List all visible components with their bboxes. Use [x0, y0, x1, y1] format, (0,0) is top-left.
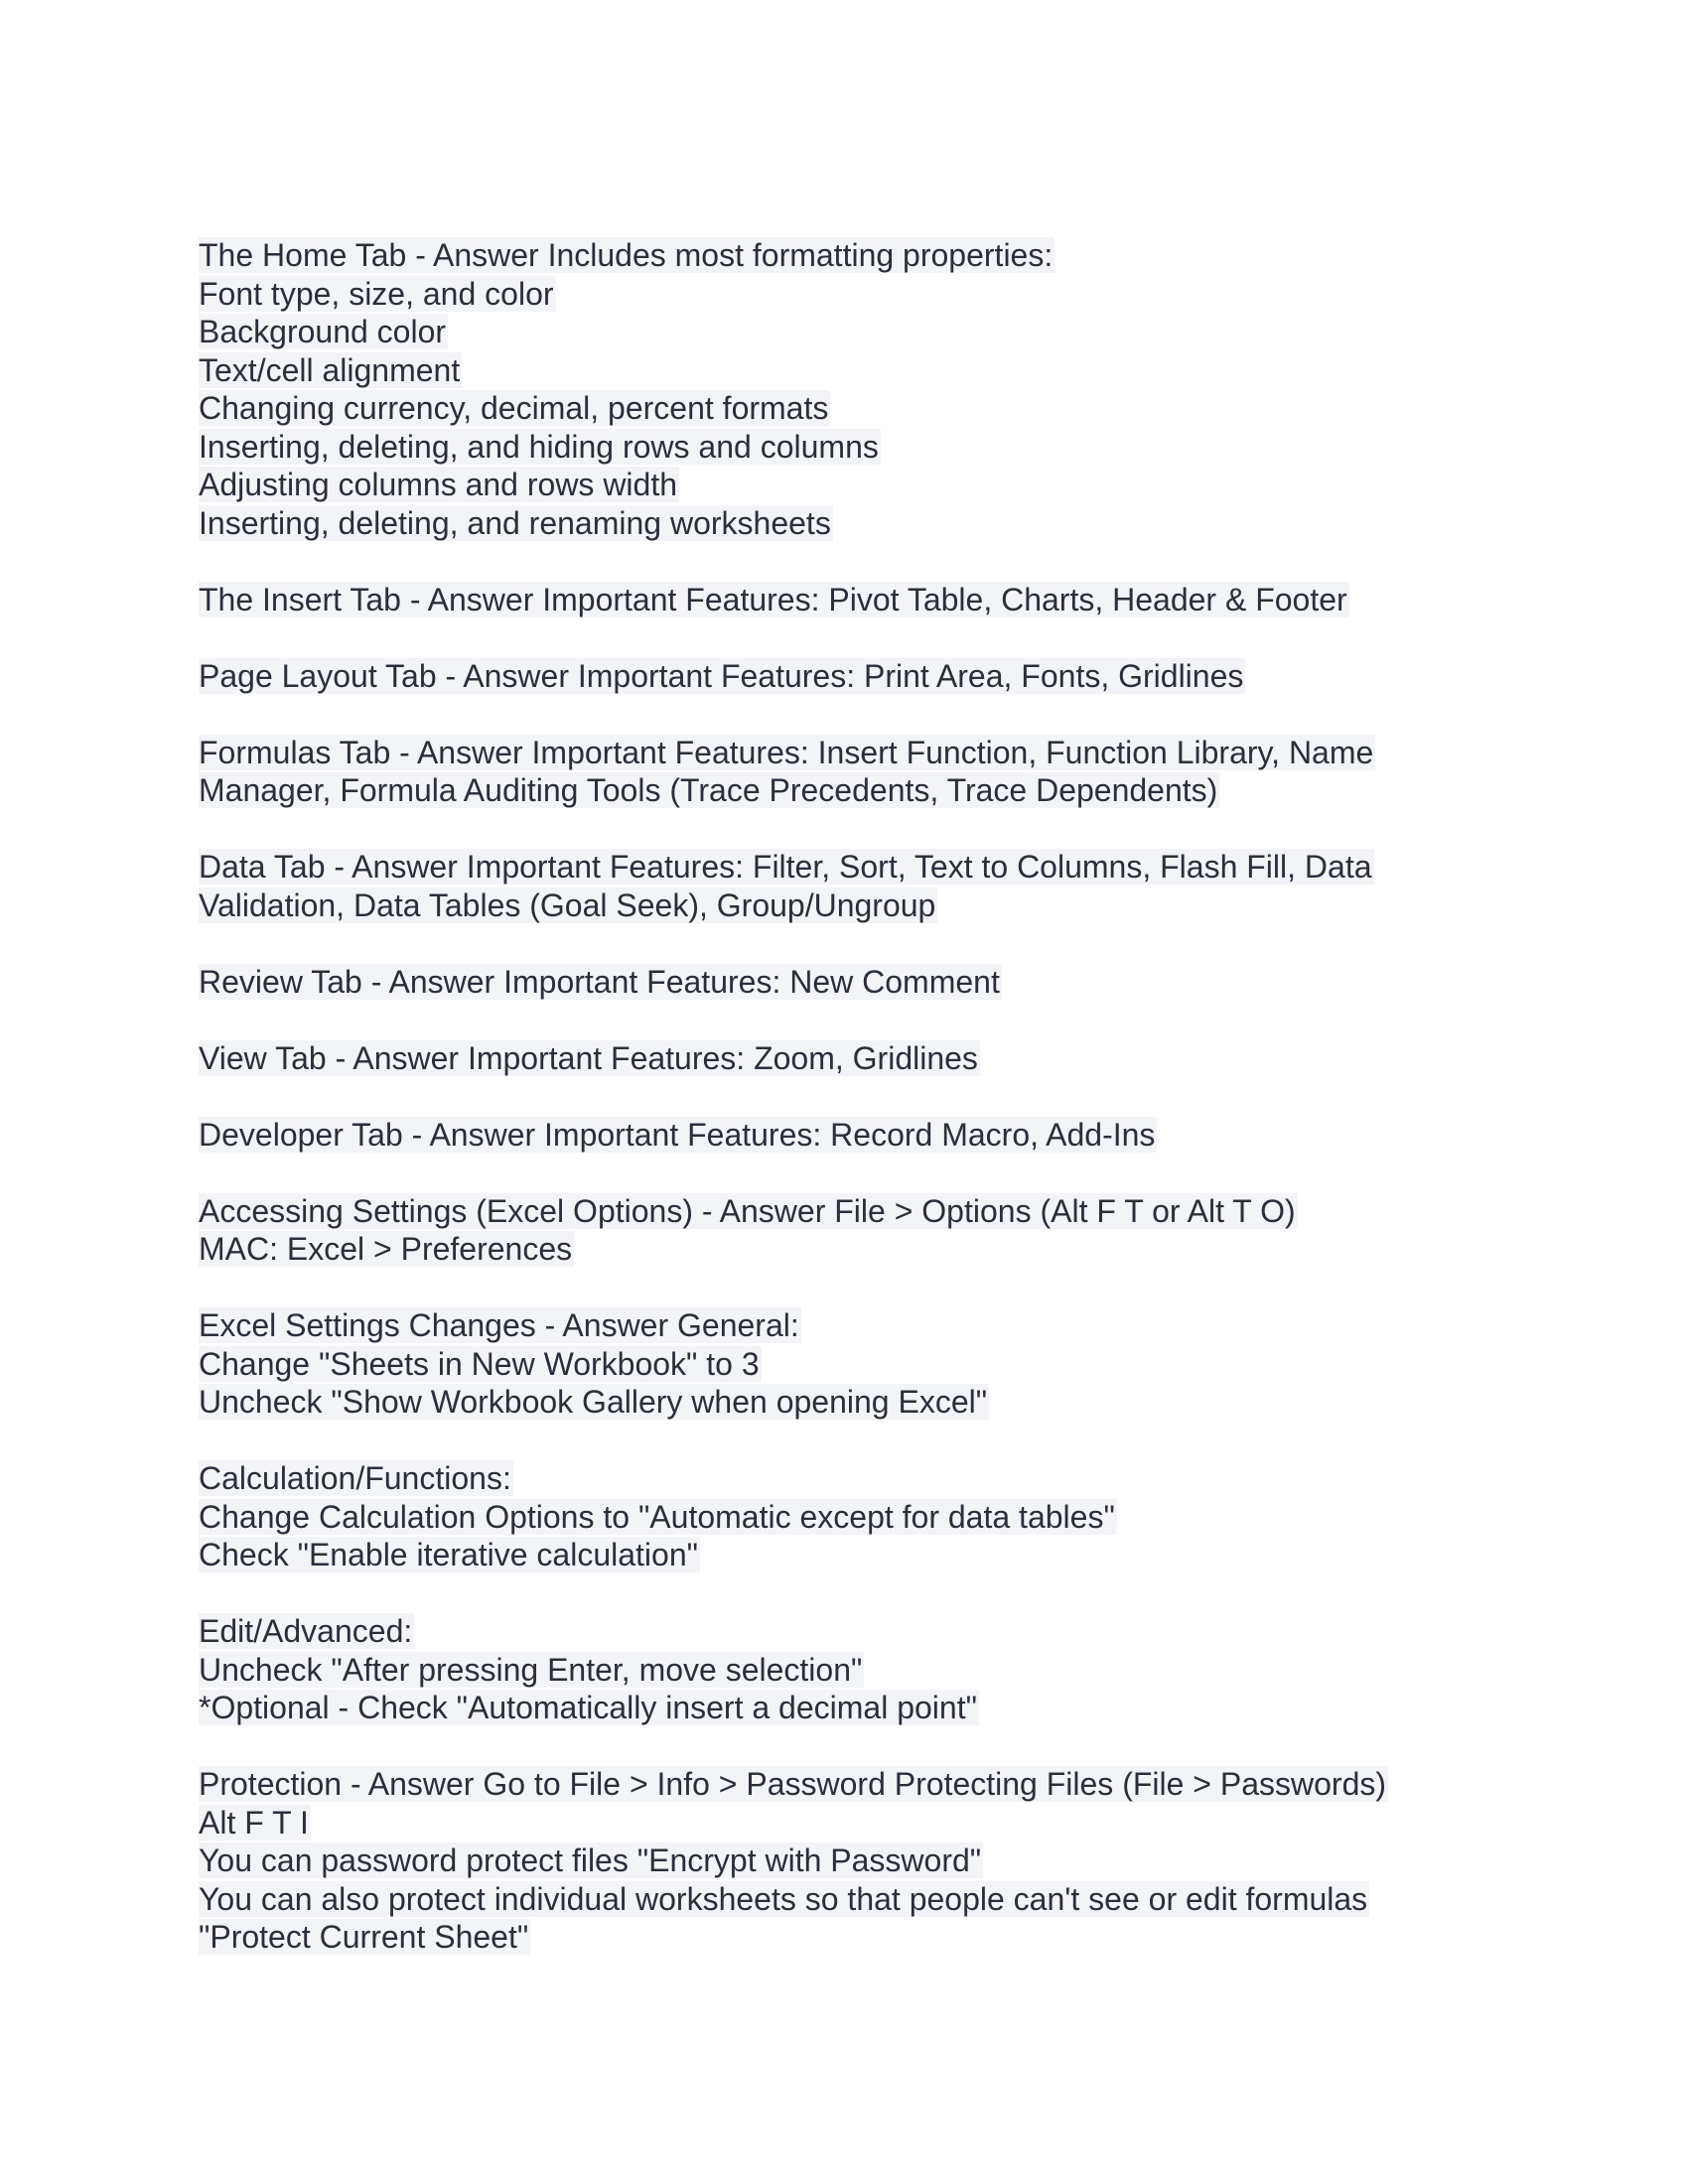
text-line: Change Calculation Options to "Automatic except for data tables"	[199, 1498, 1115, 1535]
document-page	[199, 236, 1489, 1994]
text-line: Text/cell alignment	[199, 351, 461, 388]
section-review-tab	[199, 963, 1489, 1002]
text-line: Data Tab - Answer Important Features: Filter, Sort, Text to Columns, Flash Fill, Data	[199, 849, 1372, 885]
text-line: Uncheck "Show Workbook Gallery when opening Excel"	[199, 1384, 988, 1420]
text-line: Accessing Settings (Excel Options) - Answer File > Options (Alt F T or Alt T O)	[199, 1192, 1296, 1229]
text-line: Uncheck "After pressing Enter, move selection"	[199, 1651, 863, 1688]
text-line: Font type, size, and color	[199, 275, 554, 312]
section-calculation-functions	[199, 1459, 1489, 1574]
text-line: Inserting, deleting, and hiding rows and columns	[199, 428, 879, 465]
section-home-tab	[199, 236, 1489, 542]
section-data-tab	[199, 848, 1489, 924]
text-line: Protection - Answer Go to File > Info > Password Protecting Files (File > Passwords)	[199, 1766, 1387, 1802]
text-line: Edit/Advanced:	[199, 1613, 413, 1649]
section-insert-tab	[199, 581, 1489, 619]
text-line: Inserting, deleting, and renaming worksheets	[199, 504, 831, 541]
text-line: Check "Enable iterative calculation"	[199, 1537, 698, 1572]
text-line: *Optional - Check "Automatically insert a decimal point"	[199, 1690, 977, 1725]
text-line: Page Layout Tab - Answer Important Features: Print Area, Fonts, Gridlines	[199, 657, 1244, 694]
text-line: The Insert Tab - Answer Important Features: Pivot Table, Charts, Header & Footer	[199, 581, 1347, 617]
section-protection	[199, 1765, 1489, 1957]
text-line: The Home Tab - Answer Includes most formatting properties:	[199, 237, 1054, 273]
text-line: "Protect Current Sheet"	[199, 1919, 529, 1955]
text-line: Manager, Formula Auditing Tools (Trace Precedents, Trace Dependents)	[199, 772, 1218, 808]
text-line: You can also protect individual worksheets so that people can't see or edit formulas	[199, 1880, 1368, 1917]
text-line: Validation, Data Tables (Goal Seek), Group/Ungroup	[199, 887, 936, 923]
text-line: Calculation/Functions:	[199, 1460, 511, 1496]
text-line: Review Tab - Answer Important Features: New Comment	[199, 963, 1000, 1000]
section-view-tab	[199, 1039, 1489, 1078]
section-excel-settings-changes	[199, 1306, 1489, 1422]
section-page-layout-tab	[199, 657, 1489, 696]
text-line: You can password protect files "Encrypt with Password"	[199, 1843, 982, 1878]
section-accessing-settings	[199, 1192, 1489, 1269]
text-line: Adjusting columns and rows width	[199, 467, 678, 502]
text-line: MAC: Excel > Preferences	[199, 1231, 573, 1267]
text-line: Excel Settings Changes - Answer General:	[199, 1307, 799, 1343]
section-formulas-tab	[199, 734, 1489, 810]
text-line: View Tab - Answer Important Features: Zoom, Gridlines	[199, 1039, 978, 1076]
text-line: Change "Sheets in New Workbook" to 3	[199, 1345, 760, 1382]
text-line: Developer Tab - Answer Important Features: Record Macro, Add-Ins	[199, 1116, 1156, 1153]
text-line: Changing currency, decimal, percent formats	[199, 390, 829, 426]
text-line: Alt F T I	[199, 1804, 309, 1841]
text-line: Background color	[199, 314, 447, 349]
text-line: Formulas Tab - Answer Important Features: Insert Function, Function Library, Name	[199, 734, 1374, 770]
section-developer-tab	[199, 1116, 1489, 1155]
section-edit-advanced	[199, 1612, 1489, 1727]
